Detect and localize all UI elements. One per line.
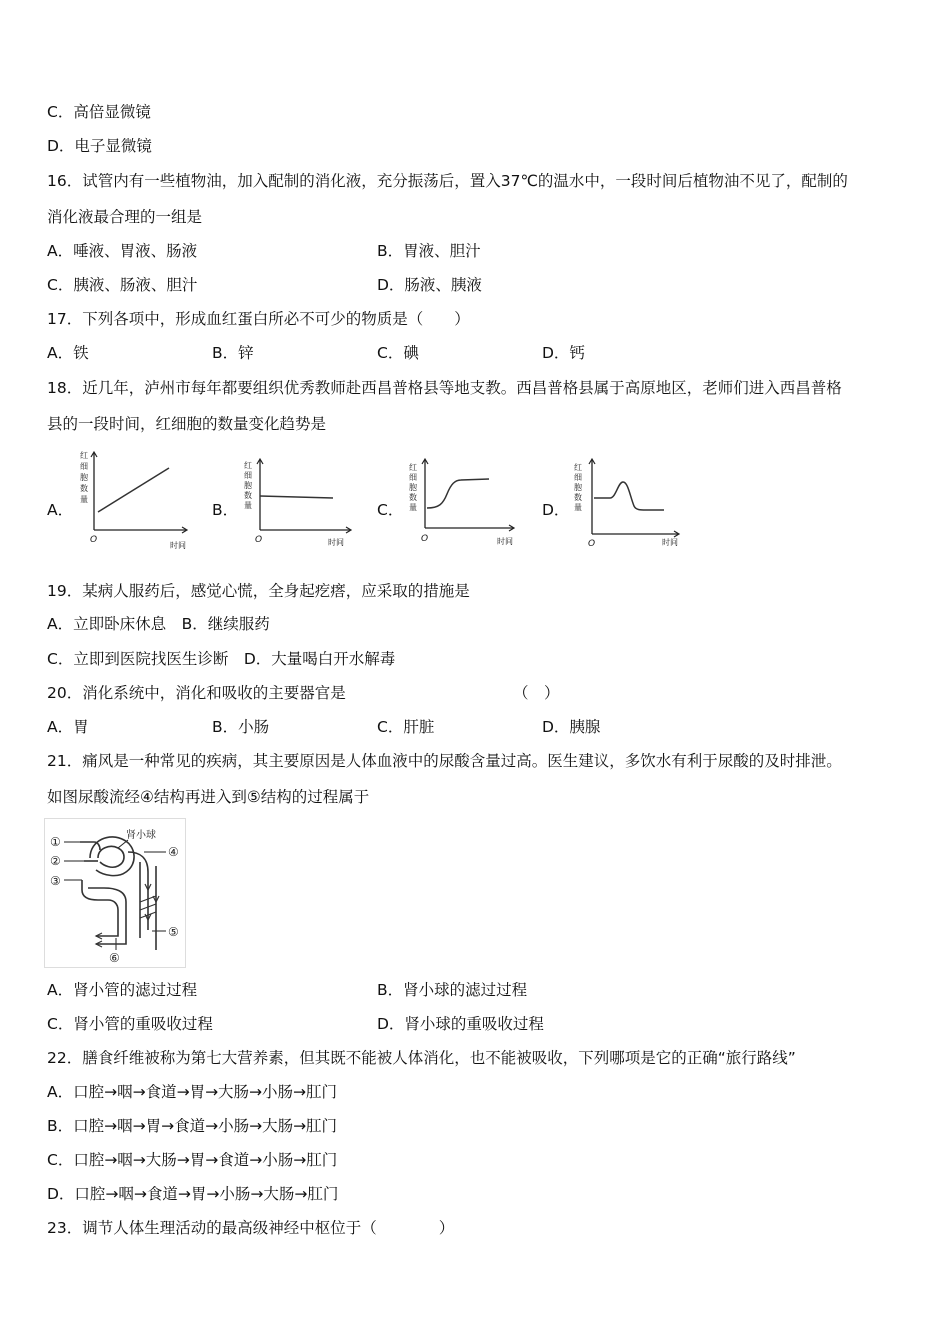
q15-option-d: D．电子显微镜: [47, 137, 152, 155]
graph-c-ylabel-1: 红: [409, 463, 417, 472]
q21-nephron-figure: [44, 818, 186, 968]
q21-stem-line-1: 21．痛风是一种常见的疾病，其主要原因是人体血液中的尿酸含量过高。医生建议，多饮水有利于尿酸的及时排泄。: [47, 752, 842, 770]
graph-c-xlabel: 时间: [497, 537, 513, 546]
q18-option-d: D．: [542, 501, 570, 519]
graph-c-origin: O: [421, 534, 429, 544]
q23-stem: 23．调节人体生理活动的最高级神经中枢位于（ ）: [47, 1219, 455, 1237]
q18-graph-d: [570, 448, 690, 553]
q17-option-d: D．钙: [542, 344, 585, 362]
graph-c-curve: [427, 479, 489, 508]
q18-graph-c: [405, 448, 525, 553]
graph-d-ylabel-5: 量: [574, 503, 582, 512]
q21-stem-line-2: 如图尿酸流经④结构再进入到⑤结构的过程属于: [47, 788, 370, 806]
graph-d-ylabel-2: 细: [574, 473, 582, 482]
graph-c-ylabel-5: 量: [409, 503, 417, 512]
q18-stem-line-2: 县的一段时间，红细胞的数量变化趋势是: [47, 415, 327, 433]
q16-stem-line-2: 消化液最合理的一组是: [47, 208, 203, 226]
graph-b-ylabel-1: 红: [244, 461, 252, 470]
figure-frame: [45, 819, 186, 968]
q20-stem: 20．消化系统中，消化和吸收的主要器官是: [47, 684, 346, 702]
q22-option-c: C．口腔→咽→大肠→胃→食道→小肠→肛门: [47, 1151, 338, 1169]
q22-stem: 22．膳食纤维被称为第七大营养素，但其既不能被人体消化，也不能被吸收，下列哪项是它的正确“旅行路线”: [47, 1049, 796, 1067]
marker-3: ③: [50, 874, 61, 888]
graph-a-ylabel-5: 量: [80, 495, 88, 504]
q16-option-b: B．胃液、胆汁: [377, 242, 481, 260]
graph-c-ylabel-3: 胞: [409, 483, 417, 492]
q18-option-c: C．: [377, 501, 404, 519]
q15-option-c: C．高倍显微镜: [47, 103, 151, 121]
q20-option-a: A．胃: [47, 718, 89, 736]
q17-option-b: B．锌: [212, 344, 254, 362]
graph-a-ylabel-3: 胞: [80, 473, 88, 482]
graph-b-ylabel-3: 胞: [244, 481, 252, 490]
graph-d-curve: [594, 482, 664, 510]
q19-option-cd: C．立即到医院找医生诊断 D．大量喝白开水解毒: [47, 650, 396, 668]
marker-4: ④: [168, 845, 179, 859]
q20-option-b: B．小肠: [212, 718, 270, 736]
graph-a-ylabel-4: 数: [80, 484, 88, 493]
q22-option-b: B．口腔→咽→胃→食道→小肠→大肠→肛门: [47, 1117, 338, 1135]
q16-option-d: D．肠液、胰液: [377, 276, 482, 294]
graph-c-ylabel-2: 细: [409, 473, 417, 482]
q19-stem: 19．某病人服药后，感觉心慌，全身起疙瘩，应采取的措施是: [47, 582, 470, 600]
q17-option-c: C．碘: [377, 344, 419, 362]
graph-d-ylabel-1: 红: [574, 463, 582, 472]
graph-b-curve: [260, 496, 333, 498]
graph-b-ylabel-5: 量: [244, 501, 252, 510]
marker-5: ⑤: [168, 925, 179, 939]
q16-option-c: C．胰液、肠液、胆汁: [47, 276, 198, 294]
graph-d-ylabel-4: 数: [574, 493, 582, 502]
glomerulus-label: 肾小球: [126, 830, 156, 841]
graph-d-origin: O: [588, 539, 596, 549]
q18-stem-line-1: 18．近几年，泸州市每年都要组织优秀教师赴西昌普格县等地支教。西昌普格县属于高原地区，老师们进入西昌普格: [47, 379, 842, 397]
q20-answer-blank: （ ）: [513, 684, 560, 702]
graph-a-ylabel-1: 红: [80, 451, 88, 460]
q18-option-b: B．: [212, 501, 239, 519]
q21-option-b: B．肾小球的滤过过程: [377, 981, 528, 999]
q20-option-d: D．胰腺: [542, 718, 601, 736]
q22-option-a: A．口腔→咽→食道→胃→大肠→小肠→肛门: [47, 1083, 338, 1101]
q16-option-a: A．唾液、胃液、肠液: [47, 242, 198, 260]
graph-b-xlabel: 时间: [328, 538, 344, 547]
marker-6: ⑥: [109, 951, 120, 965]
q17-stem: 17．下列各项中，形成血红蛋白所必不可少的物质是（ ）: [47, 310, 470, 328]
q21-option-d: D．肾小球的重吸收过程: [377, 1015, 544, 1033]
marker-1: ①: [50, 835, 61, 849]
graph-a-origin: O: [90, 535, 98, 545]
graph-b-ylabel-2: 细: [244, 471, 252, 480]
q18-option-a: A．: [47, 501, 74, 519]
graph-c-ylabel-4: 数: [409, 493, 417, 502]
glomerulus: [98, 846, 124, 867]
graph-a-ylabel-2: 细: [80, 462, 88, 471]
q19-option-ab: A．立即卧床休息 B．继续服药: [47, 615, 270, 633]
q21-option-c: C．肾小管的重吸收过程: [47, 1015, 213, 1033]
q17-option-a: A．铁: [47, 344, 89, 362]
q21-option-a: A．肾小管的滤过过程: [47, 981, 198, 999]
q20-option-c: C．肝脏: [377, 718, 435, 736]
graph-a-curve: [98, 468, 169, 512]
marker-2: ②: [50, 854, 61, 868]
q18-graph-b: [240, 448, 360, 553]
graph-b-ylabel-4: 数: [244, 491, 252, 500]
graph-d-xlabel: 时间: [662, 538, 678, 547]
renal-tubule: [128, 852, 148, 930]
graph-a-xlabel: 时间: [170, 541, 186, 550]
graph-d-ylabel-3: 胞: [574, 483, 582, 492]
afferent-vessel: [80, 842, 100, 850]
q16-stem-line-1: 16．试管内有一些植物油，加入配制的消化液，充分振荡后，置入37℃的温水中，一段时间后植物油不见了，配制的: [47, 172, 848, 190]
q18-graph-a: [76, 448, 196, 553]
graph-b-origin: O: [255, 535, 263, 545]
q22-option-d: D．口腔→咽→食道→胃→小肠→大肠→肛门: [47, 1185, 339, 1203]
